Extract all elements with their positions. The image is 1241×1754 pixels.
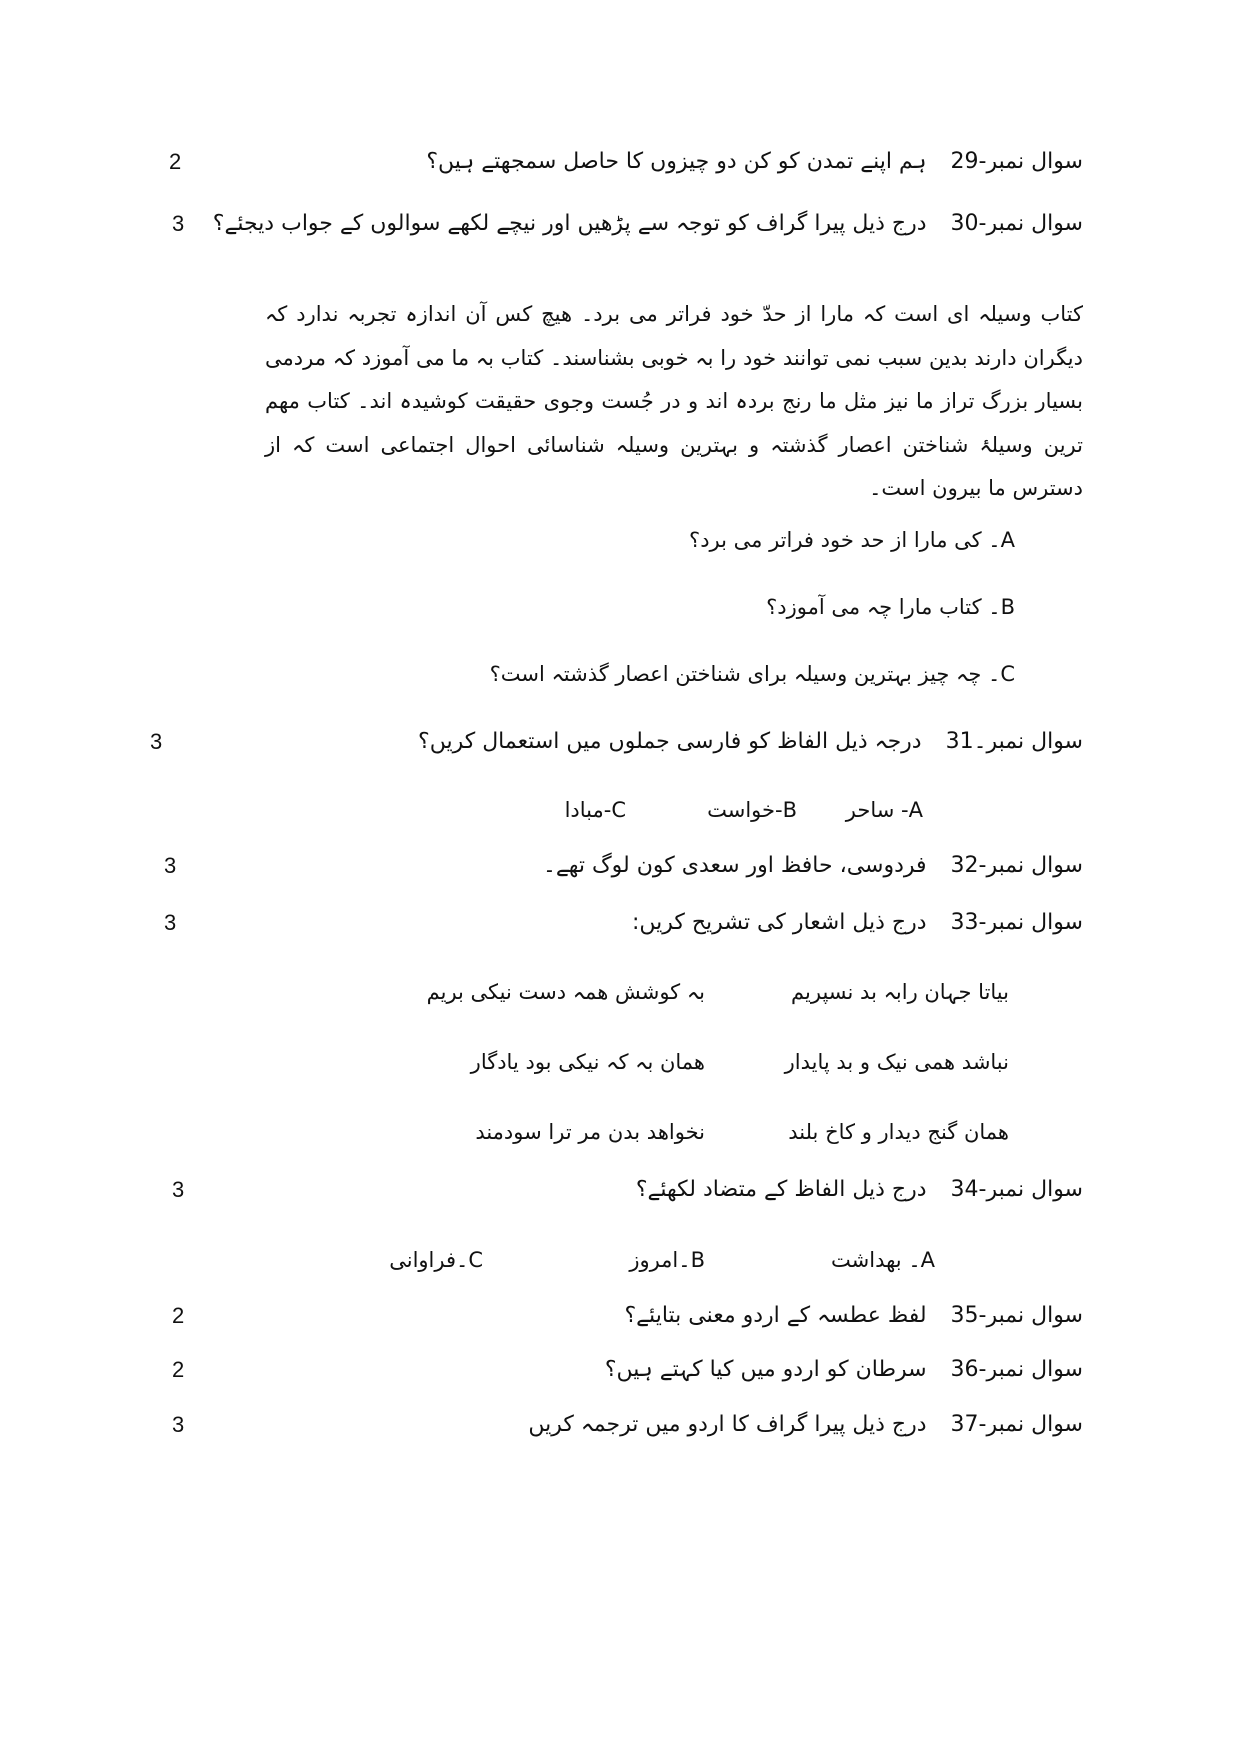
- question-30-sub-a: A۔ کی مارا از حد خود فراتر می برد؟: [689, 528, 1015, 552]
- question-29-text: [426, 142, 1083, 182]
- question-30-text: [213, 204, 1083, 244]
- question-33: [0, 903, 1241, 943]
- question-37-label: سوال نمبر-37: [950, 1412, 1083, 1437]
- question-37-body: درج ذیل پیرا گراف کا اردو میں ترجمہ کریں: [528, 1412, 927, 1437]
- question-31-body: درجہ ذیل الفاظ کو فارسی جملوں میں استعمال کریں؟: [418, 729, 922, 754]
- question-29-marks: 2: [169, 149, 182, 174]
- question-34-marks: 3: [172, 1177, 185, 1202]
- question-29-label: سوال نمبر-29: [950, 149, 1083, 174]
- question-36: [0, 1350, 1241, 1390]
- question-33-marks: 3: [164, 910, 177, 935]
- verse-1-left: بہ کوشش همہ دست نیکی بریم: [426, 980, 705, 1004]
- question-32: [0, 846, 1241, 886]
- question-30-sub-b: B۔ کتاب مارا چہ می آموزد؟: [766, 595, 1015, 619]
- reading-passage: کتاب وسیلہ ای است کہ مارا از حدّ خود فراتر می برد۔ هیچ کس آن اندازہ تجربہ ندارد کہ دیگران دارند بدین سبب نمی توانند خود را بہ خوبی بشناسند۔ کتاب بہ ما می آموزد کہ مردمی بسیار بزرگ تراز ما نیز مثل ما رنج بردہ اند و در جُست وجوی حقیقت کوشیدہ اند۔ کتاب مهم ترین وسیلۂ شناختن اعصار گذشتہ و بہترین وسیلہ شناسائی احوال اجتماعی است کہ از دسترس ما بیرون است۔: [265, 302, 1083, 500]
- question-35-text: [624, 1296, 1083, 1336]
- question-37-text: [528, 1405, 1083, 1445]
- question-33-label: سوال نمبر-33: [950, 910, 1083, 935]
- verse-2-left: همان بہ کہ نیکی بود یادگار: [470, 1050, 705, 1074]
- question-31-text: [418, 722, 1083, 762]
- question-36-marks: 2: [172, 1357, 185, 1382]
- question-31-word-a: A- ساحر: [845, 798, 923, 822]
- question-36-label: سوال نمبر-36: [950, 1357, 1083, 1382]
- question-34-body: درج ذیل الفاظ کے متضاد لکھئے؟: [635, 1177, 927, 1202]
- question-30-marks: 3: [172, 211, 185, 236]
- question-32-label: سوال نمبر-32: [950, 853, 1083, 878]
- question-36-text: [605, 1350, 1083, 1390]
- question-36-body: سرطان کو اردو میں کیا کہتے ہیں؟: [604, 1357, 927, 1382]
- question-32-body: فردوسی، حافظ اور سعدی کون لوگ تھے۔: [542, 853, 927, 878]
- question-34-word-c: C۔فراوانی: [389, 1248, 483, 1272]
- verse-1-right: بیاتا جہان رابہ بد نسپریم: [791, 980, 1009, 1004]
- question-30-label: سوال نمبر-30: [950, 211, 1083, 236]
- question-31-label: سوال نمبر۔31: [945, 729, 1083, 754]
- question-31-word-c: C-مبادا: [564, 798, 626, 822]
- question-37-marks: 3: [172, 1412, 185, 1437]
- question-32-marks: 3: [164, 853, 177, 878]
- question-35-body: لفظ عطسہ کے اردو معنی بتایئے؟: [624, 1303, 927, 1328]
- question-35: [0, 1296, 1241, 1336]
- question-31-word-b: B-خواست: [707, 798, 797, 822]
- verse-2-right: نباشد همی نیک و بد پایدار: [784, 1050, 1009, 1074]
- question-33-text: [632, 903, 1083, 943]
- question-30-body: درج ذیل پیرا گراف کو توجہ سے پڑھیں اور نیچے لکھے سوالوں کے جواب دیجئے؟: [212, 211, 927, 236]
- question-34-word-a: A۔ بهداشت: [831, 1248, 935, 1272]
- verse-3-right: همان گنج دیدار و کاخ بلند: [788, 1120, 1009, 1144]
- question-37: [0, 1405, 1241, 1445]
- verse-3-left: نخواهد بدن مر ترا سودمند: [475, 1120, 705, 1144]
- question-35-label: سوال نمبر-35: [950, 1303, 1083, 1328]
- question-30: [0, 204, 1241, 244]
- question-33-body: درج ذیل اشعار کی تشریح کریں:: [631, 910, 927, 935]
- question-34-label: سوال نمبر-34: [950, 1177, 1083, 1202]
- question-34: [0, 1170, 1241, 1210]
- question-32-text: [543, 846, 1083, 886]
- question-34-word-b: B۔امروز: [629, 1248, 705, 1272]
- question-31: [0, 722, 1241, 762]
- question-29-body: ہم اپنے تمدن کو کن دو چیزوں کا حاصل سمجھتے ہیں؟: [426, 149, 927, 174]
- question-30-sub-c: C۔ چہ چیز بہترین وسیلہ برای شناختن اعصار گذشتہ است؟: [489, 662, 1015, 686]
- question-35-marks: 2: [172, 1303, 185, 1328]
- question-31-marks: 3: [150, 729, 163, 754]
- question-29: [0, 142, 1241, 182]
- question-34-text: [636, 1170, 1083, 1210]
